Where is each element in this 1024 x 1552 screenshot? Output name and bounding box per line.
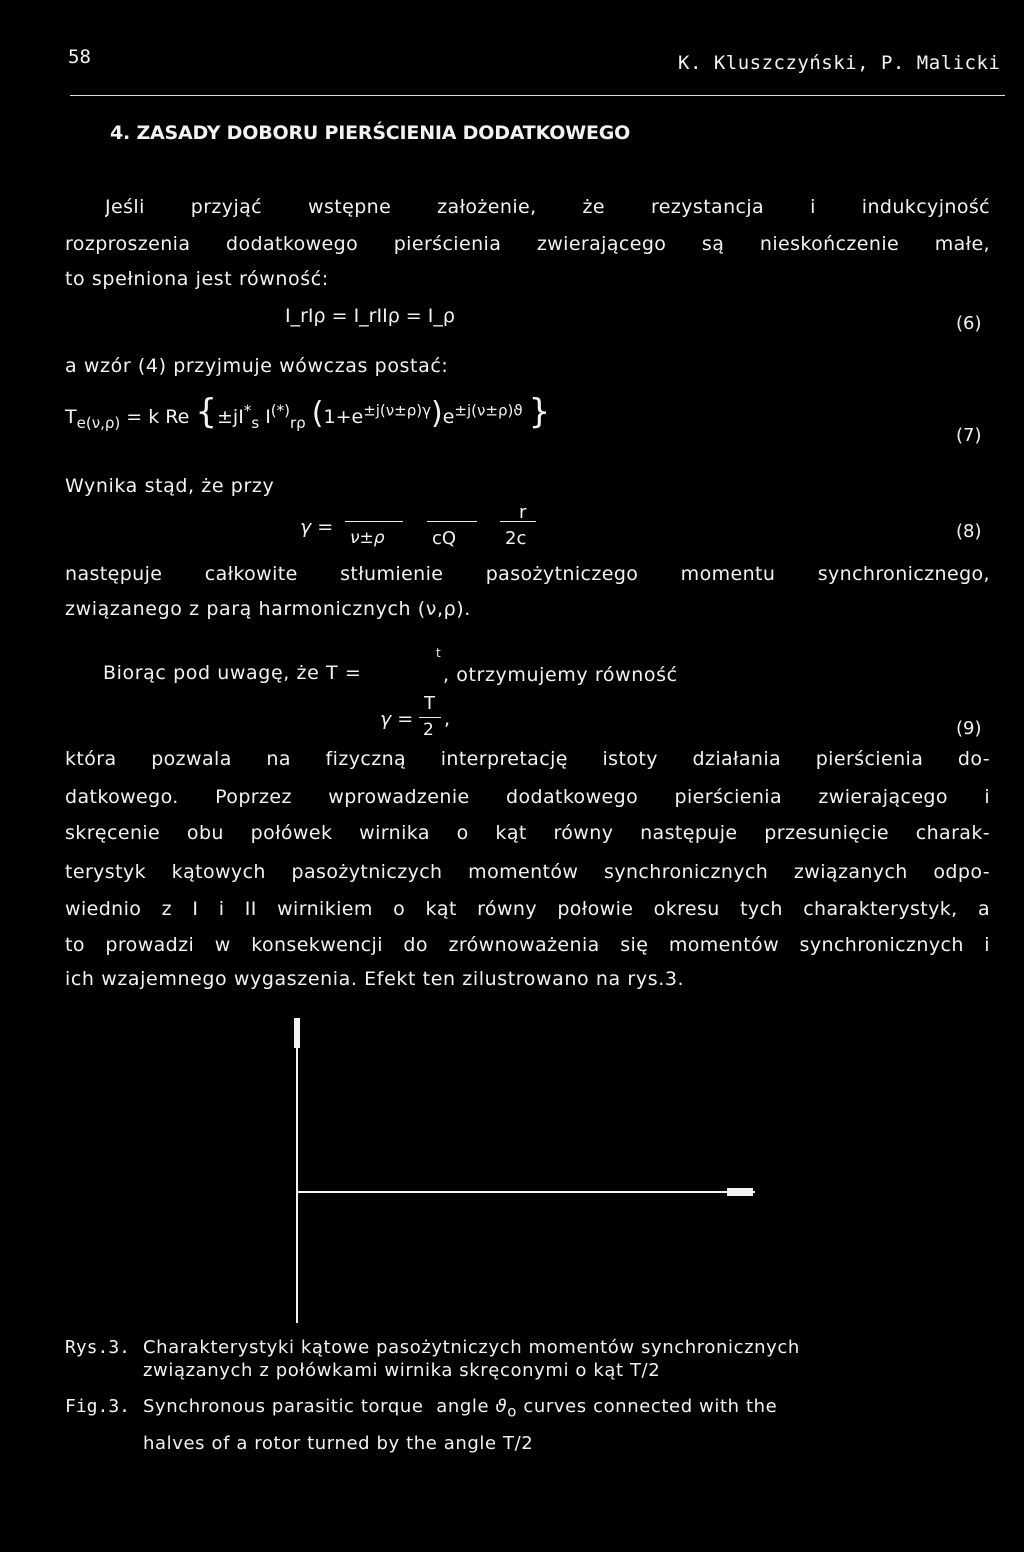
- caption-rys-line1: Charakterystyki kątowe pasożytniczych momentów synchronicznych: [143, 1337, 800, 1358]
- eq9-frac-line: [419, 717, 441, 718]
- eq9-comma: ,: [444, 708, 451, 730]
- para1-line3: to spełniona jest równość:: [65, 268, 329, 290]
- eq7-pm-j-I: ±jI: [217, 406, 244, 428]
- eq8-gamma: γ =: [300, 516, 334, 538]
- para4-line1: która pozwala na fizyczną interpretację istoty działania pierścienia do-: [65, 748, 990, 770]
- eq9-den: 2: [423, 720, 434, 740]
- eq8-intro: Wynika stąd, że przy: [65, 475, 275, 497]
- eq8-frac2-den: cQ: [432, 528, 457, 549]
- caption-fig-line1: [143, 1396, 777, 1421]
- para2-line1: następuje całkowite stłumienie pasożytniczego momentu synchronicznego,: [65, 563, 990, 585]
- eq6-text: I_rIρ = I_rIIρ = I_ρ: [285, 305, 455, 327]
- eq8-frac3-num: r: [519, 502, 527, 523]
- section-title: 4. ZASADY DOBORU PIERŚCIENIA DODATKOWEGO: [110, 122, 631, 144]
- eq7-k-re: = k Re: [126, 406, 190, 428]
- figure-3: [270, 1010, 790, 1330]
- eq7-number: (7): [956, 425, 982, 446]
- eq8-frac3-line: [500, 521, 536, 522]
- eq7-exp1: ±j(ν±ρ)γ: [363, 401, 431, 420]
- eq7-intro: a wzór (4) przyjmuje wówczas postać:: [65, 355, 449, 377]
- equation-7: [65, 392, 550, 432]
- eq9-gamma: γ =: [380, 708, 414, 730]
- eq7-e2: e: [442, 406, 455, 428]
- eq9-num: T: [424, 693, 435, 714]
- eq7-paren-open: (: [311, 396, 324, 431]
- caption-fig-theta: ϑ: [495, 1396, 508, 1417]
- caption-rys-line2: związanych z połówkami wirnika skręconymi o kąt T/2: [143, 1360, 661, 1381]
- eq7-brace-close: }: [528, 392, 551, 432]
- para3-text-b: , otrzymujemy równość: [443, 664, 678, 686]
- para3-text-a: Biorąc pod uwagę, że T =: [103, 662, 362, 684]
- para4-line3: skręcenie obu połówek wirnika o kąt równy następuje przesunięcie charak-: [65, 822, 990, 844]
- eq7-exp2: ±j(ν±ρ)ϑ: [454, 401, 523, 420]
- eq7-I2-sup: (*): [270, 401, 291, 420]
- eq7-T-sub: e(ν,ρ): [76, 413, 121, 432]
- caption-fig-line1-a: Synchronous parasitic torque: [143, 1396, 424, 1417]
- para4-line5: wiednio z I i II wirnikiem o kąt równy połowie okresu tych charakterystyk, a: [65, 898, 990, 920]
- eq7-brace-open: {: [195, 392, 217, 432]
- para2-line2: związanego z parą harmonicznych (ν,ρ).: [65, 598, 471, 620]
- caption-fig-line1-b: angle: [436, 1396, 490, 1417]
- eq7-one-plus-e: 1+e: [323, 406, 364, 428]
- para1-line2: rozproszenia dodatkowego pierścienia zwierającego są nieskończenie małe,: [65, 233, 990, 255]
- eq6-number: (6): [956, 313, 982, 334]
- eq7-I-sup: *: [243, 401, 252, 420]
- caption-fig-theta-sub: o: [507, 1402, 518, 1421]
- para4-line2: datkowego. Poprzez wprowadzenie dodatkowego pierścienia zwierającego i: [65, 786, 990, 808]
- caption-fig-label: Fig.3.: [65, 1396, 131, 1417]
- eq8-frac2-line: [427, 521, 477, 522]
- caption-fig-line2: halves of a rotor turned by the angle T/2: [143, 1433, 534, 1454]
- figure-axis-arrow-top: [294, 1018, 300, 1048]
- eq7-I2-sub: rρ: [290, 413, 306, 432]
- eq7-T: T: [65, 406, 77, 428]
- eq7-paren-close: ): [430, 396, 443, 431]
- equation-6: [285, 305, 455, 327]
- figure-axis-arrow-right: [727, 1188, 753, 1196]
- para4-line6: to prowadzi w konsekwencji do zrównoważenia się momentów synchronicznych i: [65, 934, 990, 956]
- caption-rys-label: Rys.3.: [65, 1337, 131, 1358]
- header-rule: [70, 95, 1005, 96]
- para1-line1: Jeśli przyjąć wstępne założenie, że rezystancja i indukcyjność: [105, 196, 990, 218]
- eq8-frac3-den: 2c: [505, 528, 527, 549]
- caption-fig-line1-c: curves connected with the: [523, 1396, 778, 1417]
- eq8-number: (8): [956, 521, 982, 542]
- para4-last-line: ich wzajemnego wygaszenia. Efekt ten zilustrowano na rys.3.: [65, 968, 685, 990]
- page-number: 58: [68, 46, 91, 68]
- running-header-authors: K. Kluszczyński, P. Malicki: [678, 52, 1001, 74]
- para4-line4: terystyk kątowych pasożytniczych momentów synchronicznych związanych odpo-: [65, 861, 990, 883]
- eq8-frac1-den: ν±ρ: [350, 528, 385, 548]
- eq9-number: (9): [956, 718, 982, 739]
- eq8-frac1-line: [345, 521, 403, 522]
- para3-mark: t: [436, 646, 441, 660]
- eq7-I2: I: [265, 406, 271, 428]
- eq7-I-sub: s: [251, 413, 260, 432]
